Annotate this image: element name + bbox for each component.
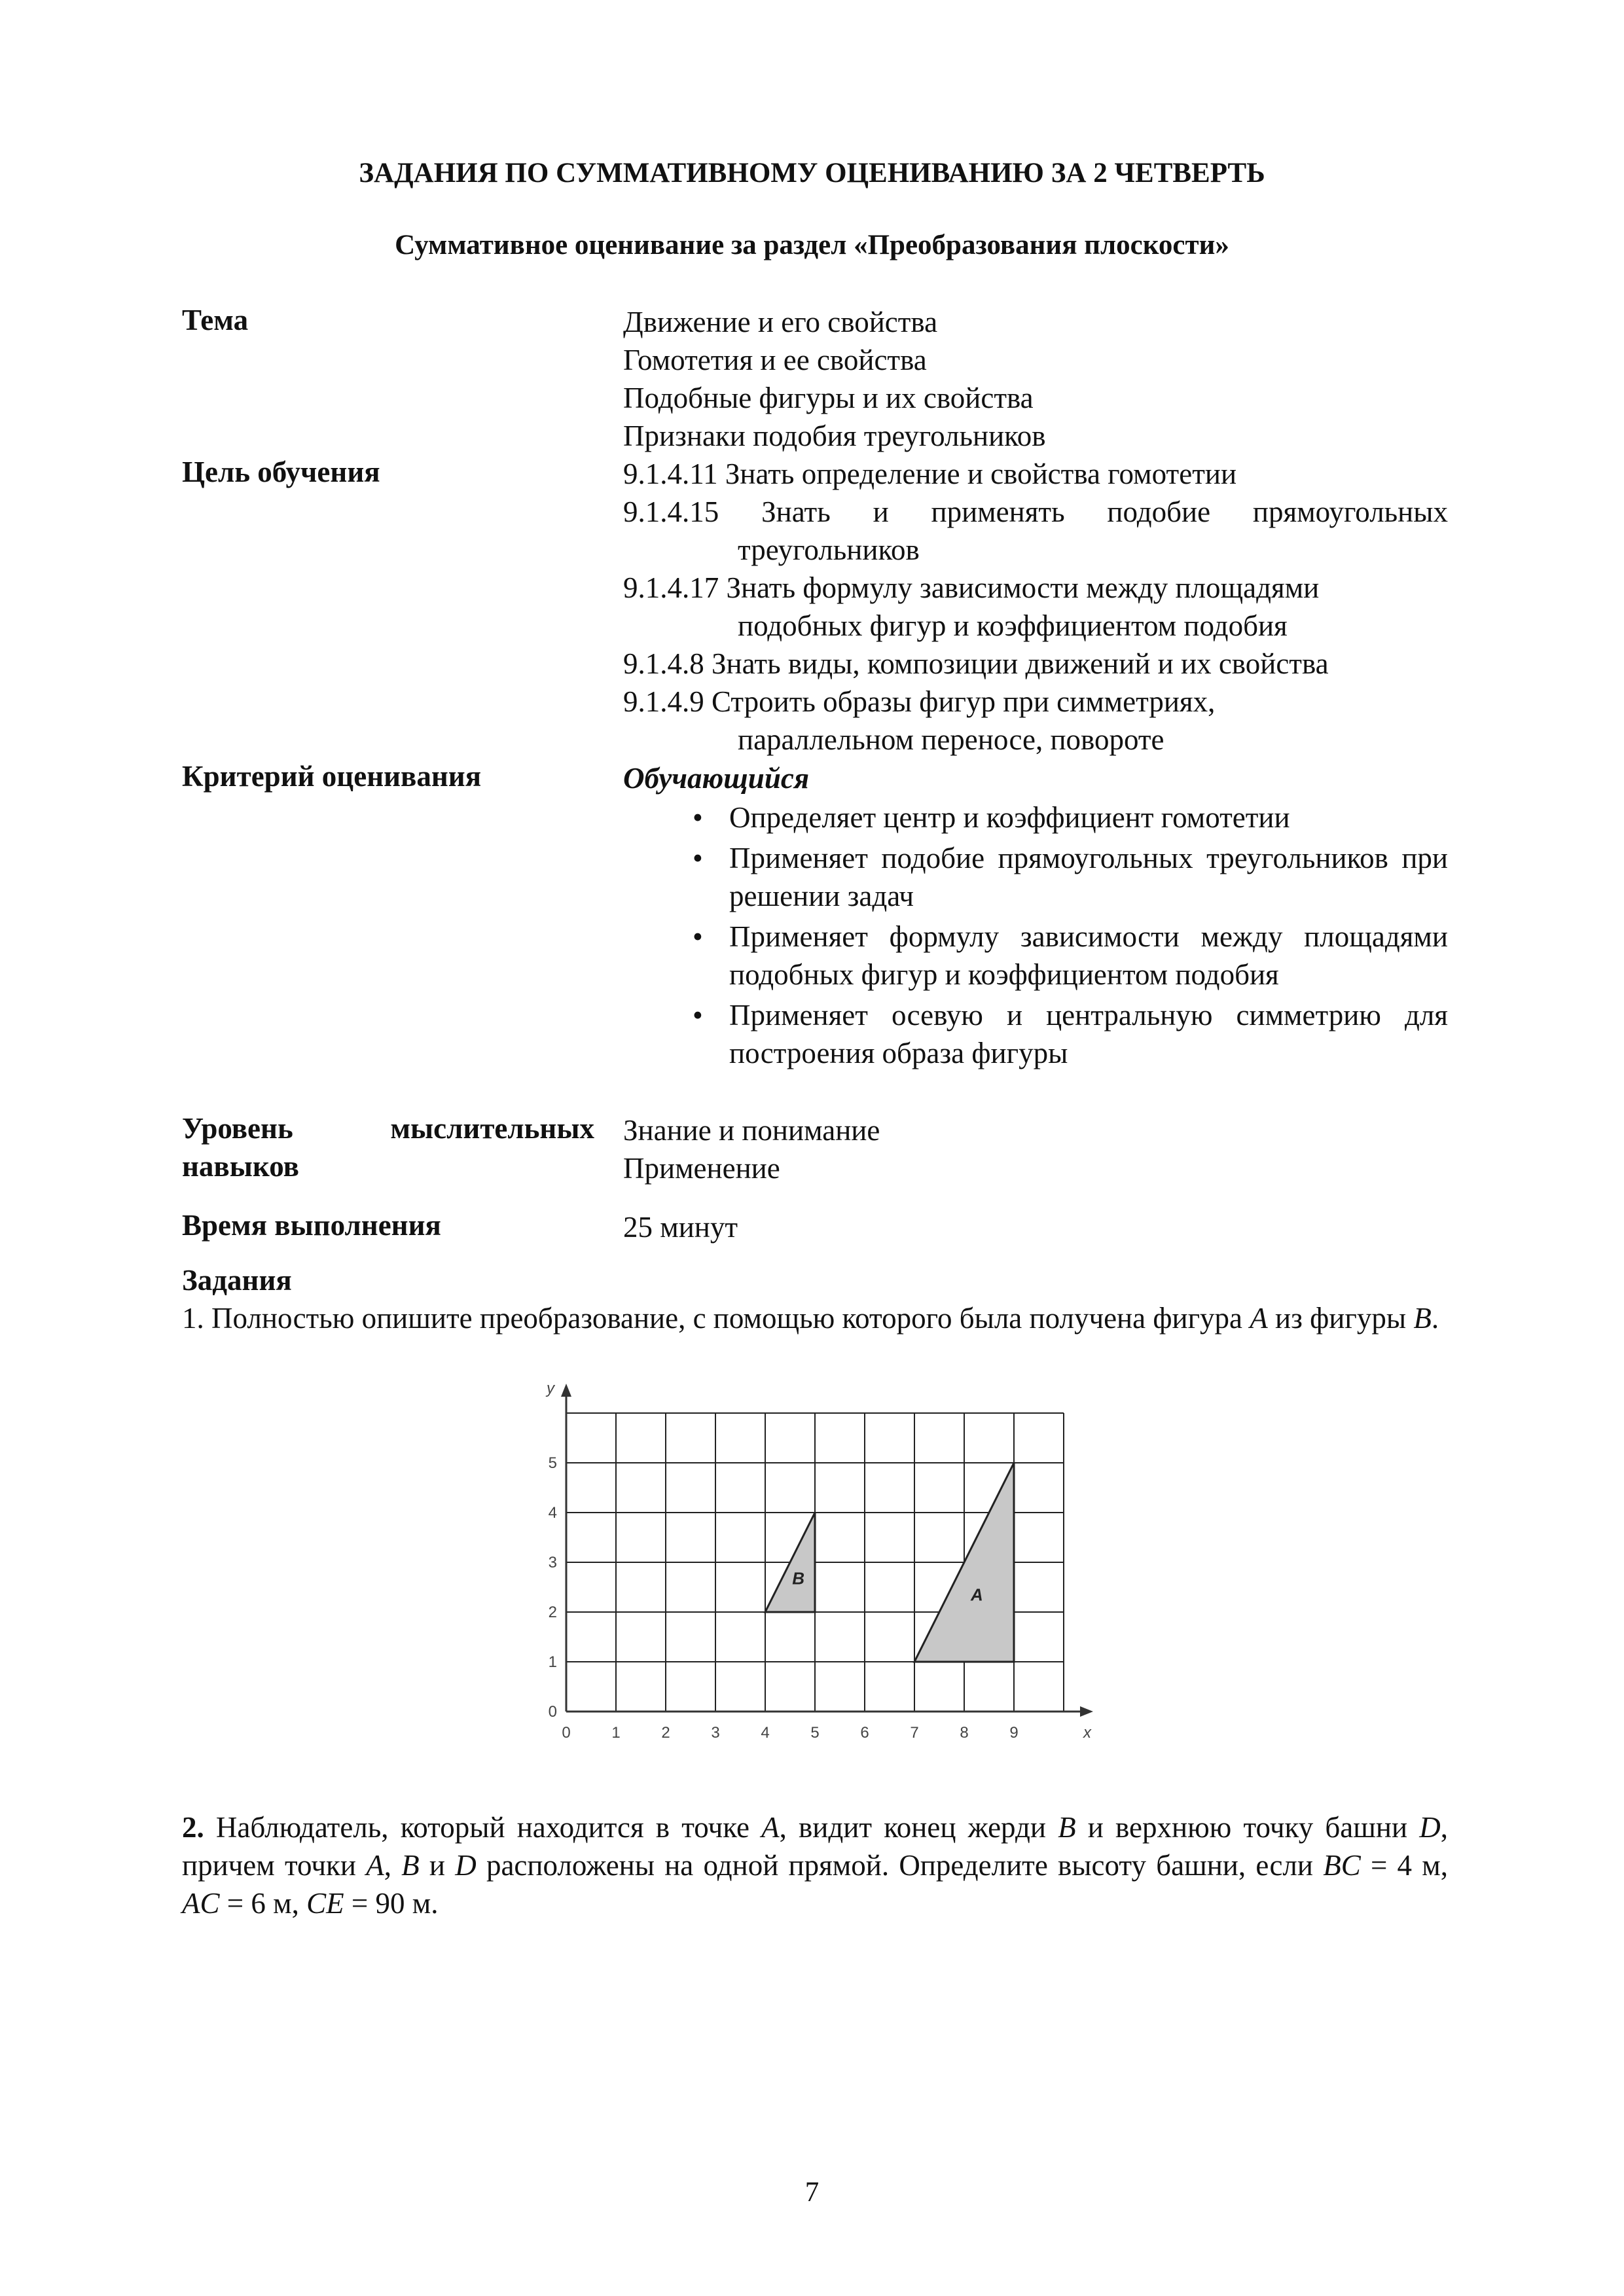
y-tick-label: 5 [548, 1454, 557, 1472]
y-tick-label: 3 [548, 1554, 557, 1571]
criteria-list [623, 798, 1448, 1072]
x-tick-label: 3 [711, 1724, 720, 1742]
criteria-item: • Применяет формулу зависимости между площадями подобных фигур и коэффициентом подобия [623, 918, 1448, 994]
goal-item: 9.1.4.8 Знать виды, композиции движений и их свойства [623, 647, 1329, 680]
y-tick-label: 1 [548, 1653, 557, 1671]
topic-list [623, 303, 1448, 455]
x-tick-label: 1 [611, 1724, 621, 1742]
skills-item: Применение [623, 1152, 780, 1185]
criteria-item: • Применяет подобие прямоугольных треугольников при решении задач [623, 839, 1448, 915]
topic-item: Подобные фигуры и их свойства [623, 382, 1034, 414]
x-tick-label: 2 [661, 1724, 670, 1742]
section-subtitle: Суммативное оценивание за раздел «Преобразования плоскости» [395, 230, 1229, 260]
x-tick-label: 5 [810, 1724, 820, 1742]
goal-item: 9.1.4.9 Строить образы фигур при симметриях, [623, 685, 1216, 718]
x-tick-label: 6 [860, 1724, 869, 1742]
goal-item-continued: треугольников [738, 533, 920, 566]
y-axis-arrow-icon [561, 1384, 571, 1397]
goal-item: 9.1.4.11 Знать определение и свойства гомотетии [623, 457, 1237, 490]
x-tick-label: 7 [910, 1724, 919, 1742]
criteria-item: • Применяет осевую и центральную симметрию для построения образа фигуры [623, 996, 1448, 1072]
y-tick-label: 4 [548, 1504, 557, 1522]
topic-item: Гомотетия и ее свойства [623, 344, 927, 376]
criteria-item: • Определяет центр и коэффициент гомотетии [623, 798, 1448, 836]
task-1-text: 1. Полностью опишите преобразование, с помощью которого была получена фигура A из фигуры B. [182, 1302, 1439, 1335]
page-title: ЗАДАНИЯ ПО СУММАТИВНОМУ ОЦЕНИВАНИЮ ЗА 2 ЧЕТВЕРТЬ [359, 158, 1265, 188]
goal-item-continued: подобных фигур и коэффициентом подобия [738, 609, 1288, 642]
y-axis-label: y [547, 1381, 554, 1397]
skills-list [623, 1111, 1448, 1187]
topic-item: Признаки подобия треугольников [623, 420, 1046, 452]
x-axis-label: x [1083, 1724, 1091, 1742]
learner-heading: Обучающийся [623, 762, 809, 795]
skills-item: Знание и понимание [623, 1114, 880, 1147]
triangle-a-label: A [970, 1585, 983, 1605]
goal-item: 9.1.4.17 Знать формулу зависимости между площадями [623, 571, 1320, 604]
goals-list [623, 455, 1448, 759]
x-tick-label: 4 [761, 1724, 770, 1742]
task-2-text: 2. Наблюдатель, который находится в точке A, видит конец жерди B и верхнюю точку башни D, причем точки A, B и D расположены на одной прямой. Определите высоту башни, если BC = 4 м, AC = 6 м, CE = 90 м. [182, 1811, 1449, 1920]
criteria-block [623, 759, 1448, 1072]
triangle-b-label: B [792, 1568, 805, 1588]
criteria-label: Критерий оценивания [182, 760, 482, 793]
bullet-icon: • [693, 842, 703, 874]
time-value: 25 минут [623, 1211, 738, 1244]
bullet-icon: • [693, 999, 703, 1031]
x-tick-label: 0 [562, 1724, 571, 1742]
goal-item: 9.1.4.15 Знать и применять подобие прямоугольных [623, 495, 1448, 528]
y-tick-label: 0 [548, 1703, 557, 1721]
topic-item: Движение и его свойства [623, 306, 938, 338]
topic-label: Тема [182, 304, 249, 336]
page-number: 7 [804, 2177, 820, 2208]
y-tick-label: 2 [548, 1604, 557, 1621]
x-tick-label: 8 [960, 1724, 969, 1742]
x-tick-label: 9 [1009, 1724, 1019, 1742]
time-label: Время выполнения [182, 1209, 441, 1242]
x-axis-arrow-icon [1080, 1706, 1093, 1717]
coordinate-grid-figure [517, 1381, 1106, 1754]
bullet-icon: • [693, 801, 703, 834]
goal-item-continued: параллельном переносе, повороте [738, 723, 1164, 756]
bullet-icon: • [693, 920, 703, 953]
tasks-heading: Задания [182, 1264, 292, 1297]
goals-label: Цель обучения [182, 456, 380, 488]
skills-label-continued: навыков [182, 1150, 299, 1183]
skills-label: Уровень мыслительных [182, 1112, 594, 1145]
